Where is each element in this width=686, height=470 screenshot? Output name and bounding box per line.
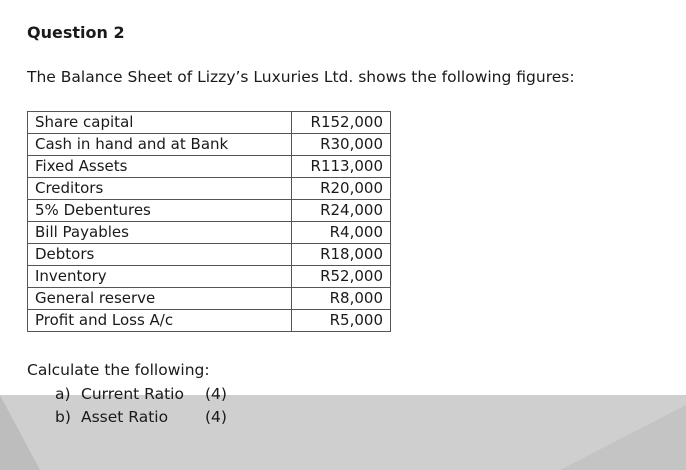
task-label: a) [55, 385, 71, 403]
instruction-text: Calculate the following: [27, 361, 210, 379]
table-row [28, 200, 391, 222]
task-name: Current Ratio [81, 385, 184, 403]
row-item: General reserve [28, 288, 292, 310]
list-item [55, 383, 227, 406]
row-item: Cash in hand and at Bank [28, 134, 292, 156]
row-item: Share capital [28, 112, 292, 134]
row-item: Inventory [28, 266, 292, 288]
row-amount: R8,000 [292, 288, 391, 310]
row-amount: R18,000 [292, 244, 391, 266]
row-item: Profit and Loss A/c [28, 310, 292, 332]
task-marks: (4) [205, 408, 227, 426]
row-amount: R4,000 [292, 222, 391, 244]
table-row [28, 134, 391, 156]
row-amount: R20,000 [292, 178, 391, 200]
row-amount: R30,000 [292, 134, 391, 156]
row-amount: R113,000 [292, 156, 391, 178]
row-item: Bill Payables [28, 222, 292, 244]
table-row [28, 222, 391, 244]
row-item: 5% Debentures [28, 200, 292, 222]
table-row [28, 178, 391, 200]
row-amount: R5,000 [292, 310, 391, 332]
row-amount: R52,000 [292, 266, 391, 288]
table-row [28, 244, 391, 266]
task-label: b) [55, 408, 71, 426]
table-row [28, 112, 391, 134]
row-amount: R152,000 [292, 112, 391, 134]
task-marks: (4) [205, 385, 227, 403]
row-item: Fixed Assets [28, 156, 292, 178]
balance-sheet-table [27, 111, 391, 332]
table-row [28, 156, 391, 178]
row-item: Debtors [28, 244, 292, 266]
intro-text: The Balance Sheet of Lizzy’s Luxuries Ltd. shows the following figures: [27, 68, 575, 86]
table-row [28, 266, 391, 288]
task-name: Asset Ratio [81, 408, 169, 426]
row-amount: R24,000 [292, 200, 391, 222]
question-heading: Question 2 [27, 23, 125, 42]
task-list [55, 383, 227, 429]
table-row [28, 288, 391, 310]
table-row [28, 310, 391, 332]
list-item [55, 406, 227, 429]
row-item: Creditors [28, 178, 292, 200]
